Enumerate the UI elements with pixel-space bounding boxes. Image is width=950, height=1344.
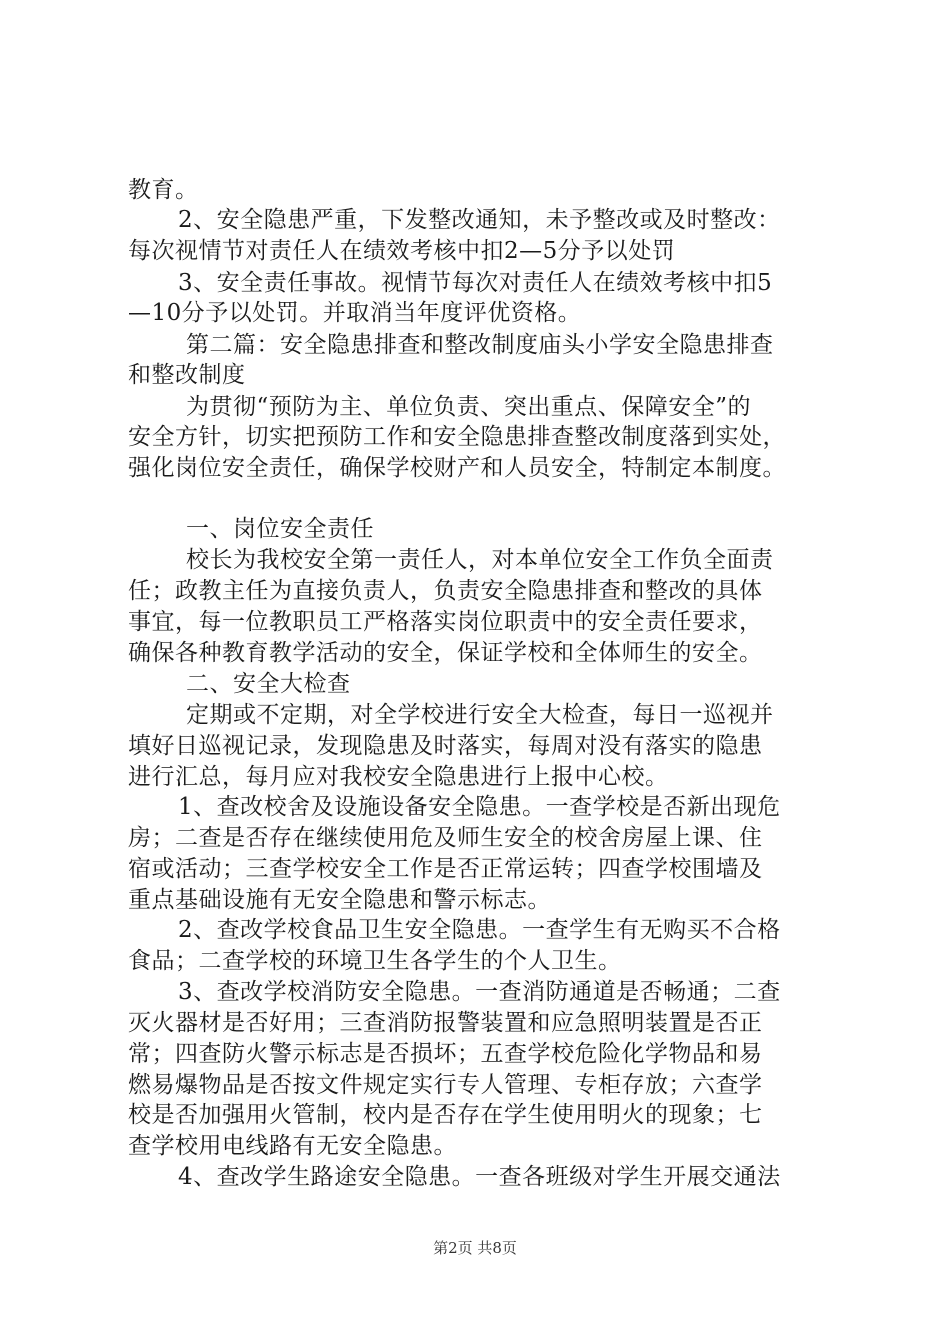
- text-line: 校是否加强用火管制，校内是否存在学生使用明火的现象；七: [128, 1102, 763, 1128]
- text-line: 定期或不定期，对全学校进行安全大检查，每日一巡视并: [186, 702, 774, 728]
- text-line: 强化岗位安全责任，确保学校财产和人员安全，特制定本制度。: [128, 455, 786, 481]
- sub-heading: 一、岗位安全责任: [186, 516, 374, 542]
- text-line: 为贯彻“预防为主、单位负责、突出重点、保障安全”的: [186, 394, 752, 420]
- text-line: 填好日巡视记录，发现隐患及时落实，每周对没有落实的隐患: [128, 733, 763, 759]
- text-line: 安全方针，切实把预防工作和安全隐患排查整改制度落到实处，: [128, 424, 786, 450]
- text-line: 校长为我校安全第一责任人，对本单位安全工作负全面责: [186, 547, 774, 573]
- text-line: 进行汇总，每月应对我校安全隐患进行上报中心校。: [128, 764, 669, 790]
- section-heading: 和整改制度: [128, 362, 246, 388]
- text-line: 事宜，每一位教职员工严格落实岗位职责中的安全责任要求，: [128, 609, 763, 635]
- text-line: 燃易爆物品是否按文件规定实行专人管理、专柜存放；六查学: [128, 1072, 763, 1098]
- text-line: 3、安全责任事故。视情节每次对责任人在绩效考核中扣5: [178, 270, 773, 296]
- page-number-footer: 第2页 共8页: [433, 1239, 517, 1257]
- text-line: 食品；二查学校的环境卫生各学生的个人卫生。: [128, 948, 622, 974]
- text-line: 宿或活动；三查学校安全工作是否正常运转；四查学校围墙及: [128, 856, 763, 882]
- text-line: 查学校用电线路有无安全隐患。: [128, 1133, 457, 1159]
- text-line: 房；二查是否存在继续使用危及师生安全的校舍房屋上课、住: [128, 825, 763, 851]
- text-line: 4、查改学生路途安全隐患。一查各班级对学生开展交通法: [178, 1164, 781, 1190]
- text-line: —10分予以处罚。并取消当年度评优资格。: [128, 300, 582, 326]
- text-line: 任；政教主任为直接负责人，负责安全隐患排查和整改的具体: [128, 578, 763, 604]
- text-line: 教育。: [128, 177, 199, 203]
- text-line: 每次视情节对责任人在绩效考核中扣2—5分予以处罚: [128, 238, 676, 264]
- section-heading: 第二篇：安全隐患排查和整改制度庙头小学安全隐患排查: [186, 332, 774, 358]
- text-line: 确保各种教育教学活动的安全，保证学校和全体师生的安全。: [128, 640, 763, 666]
- text-line: 重点基础设施有无安全隐患和警示标志。: [128, 887, 551, 913]
- text-line: 常；四查防火警示标志是否损坏；五查学校危险化学物品和易: [128, 1041, 763, 1067]
- text-line: 2、安全隐患严重，下发整改通知，未予整改或及时整改：: [178, 207, 781, 233]
- text-line: 3、查改学校消防安全隐患。一查消防通道是否畅通；二查: [178, 979, 781, 1005]
- text-line: 2、查改学校食品卫生安全隐患。一查学生有无购买不合格: [178, 917, 781, 943]
- sub-heading: 二、安全大检查: [186, 671, 351, 697]
- text-line: 灭火器材是否好用；三查消防报警装置和应急照明装置是否正: [128, 1010, 763, 1036]
- text-line: 1、查改校舍及设施设备安全隐患。一查学校是否新出现危: [178, 794, 781, 820]
